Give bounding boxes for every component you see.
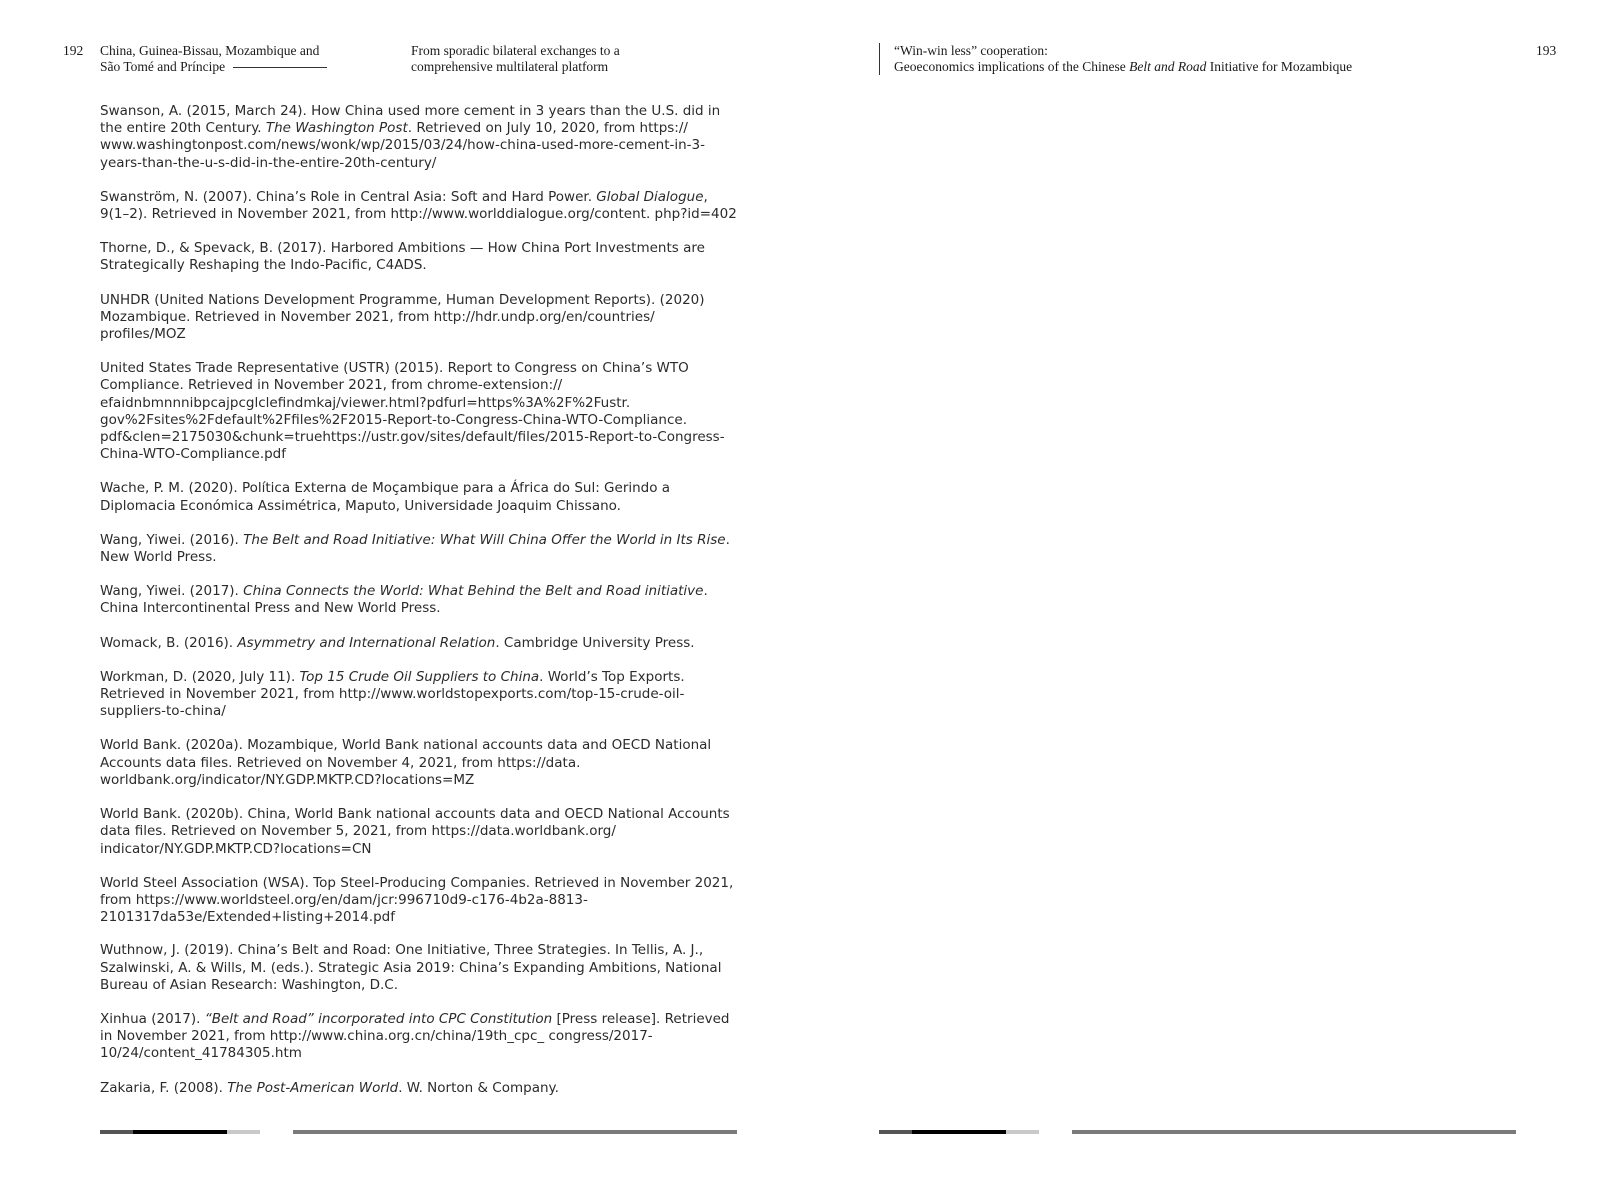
reference-entry: United States Trade Representative (USTR) (2015). Report to Congress on China’s WTO Compliance. Retrieved in November 2021, from chrome-extension:// efaidnbmnnnibpcajpcglclefindmkaj/viewer.html?pdfurl=https%3A%2F%2Fustr. gov%2Fsites%2Fdefault%2Ffiles%2F2015-Report-to-Congress-China-WTO-Compliance. pdf&clen=2175030&chunk=truehttps://ustr.gov/sites/default/files/2015-Report-to-Congress-China-WTO-Compliance.pdf — [100, 360, 725, 463]
reference-entry: World Bank. (2020a). Mozambique, World Bank national accounts data and OECD National Accounts data files. Retrieved on November 4, 2021, from https://data. worldbank.org/indicator/NY.GDP.MKTP.CD?locations=MZ — [100, 737, 712, 788]
page-number-left: 192 — [63, 43, 84, 58]
reference-entry: Swanson, A. (2015, March 24). How China used more cement in 3 years than the U.S. did in the entire 20th Century. The Washington Post. Retrieved on July 10, 2020, from https:// www.washingtonpost.com/news/wonk/wp/2015/03/24/how-china-used-more-cement-in-3-years-than-the-u-s-did-in-the-entire-20th-century/ — [100, 103, 721, 171]
reference-entry: Swanström, N. (2007). China’s Role in Central Asia: Soft and Hard Power. Global Dialogue, 9(1–2). Retrieved in November 2021, from http://www.worlddialogue.org/content. php?id=402 — [100, 188, 737, 223]
reference-entry: World Steel Association (WSA). Top Steel-Producing Companies. Retrieved in November 2021, from https://www.worldsteel.org/en/dam/jcr:996710d9-c176-4b2a-8813-2101317da53e/Extended+listing+2014.pdf — [100, 874, 734, 926]
reference-title: Top 15 Crude Oil Suppliers to China — [299, 668, 540, 685]
footer-rule-long — [1072, 1130, 1516, 1134]
page-number-right: 193 — [1536, 43, 1557, 58]
reference-entry: Wang, Yiwei. (2017). China Connects the World: What Behind the Belt and Road initiative. China Intercontinental Press and New World Press. — [100, 583, 708, 617]
reference-entry: World Bank. (2020b). China, World Bank national accounts data and OECD National Accounts data files. Retrieved on November 5, 2021, from https://data.worldbank.org/ indicator/NY.GDP.MKTP.CD?locations=CN — [100, 806, 730, 857]
running-head-chapter-title — [879, 43, 1514, 75]
running-head-part-line2: comprehensive multilateral platform — [411, 59, 609, 74]
running-head-part-line1: From sporadic bilateral exchanges to a — [411, 43, 620, 58]
reference-entry: Womack, B. (2016). Asymmetry and International Relation. Cambridge University Press. — [100, 634, 695, 651]
running-head-book-line2: São Tomé and Príncipe — [100, 59, 226, 74]
reference-title: The Washington Post — [265, 120, 408, 137]
right-page — [800, 0, 1600, 1200]
reference-title: Asymmetry and International Relation — [237, 634, 496, 651]
running-head-chapter-line1: “Win-win less” cooperation: — [894, 43, 1048, 58]
reference-entry: Wuthnow, J. (2019). China’s Belt and Road: One Initiative, Three Strategies. In Tellis, A. J., Szalwinski, A. & Wills, M. (eds.). Strategic Asia 2019: China’s Expanding Ambitions, National Bureau of Asian Research: Washington, D.C. — [100, 942, 722, 993]
footer-rule-segment-dark — [912, 1130, 1006, 1134]
footer-rule-long — [293, 1130, 737, 1134]
footer-rule-segment-mid — [100, 1130, 133, 1134]
reference-entry: Xinhua (2017). “Belt and Road” incorporated into CPC Constitution [Press release]. Retrieved in November 2021, from http://www.china.org.cn/china/19th_cpc_ congress/2017-10/24/content_41784305.htm — [100, 1010, 730, 1062]
reference-entry: Wache, P. M. (2020). Política Externa de Moçambique para a África do Sul: Gerindo a Diplomacia Económica Assimétrica, Maputo, Universidade Joaquim Chissano. — [100, 480, 671, 514]
footer-rule-segment-light — [1006, 1130, 1039, 1134]
footer-rule-segment-light — [227, 1130, 260, 1134]
reference-title: The Post-American World — [227, 1079, 399, 1096]
reference-title: “Belt and Road” incorporated into CPC Constitution — [204, 1010, 553, 1027]
reference-entry: UNHDR (United Nations Development Programme, Human Development Reports). (2020) Mozambique. Retrieved in November 2021, from http://hdr.undp.org/en/countries/ profiles/MOZ — [100, 291, 705, 343]
reference-list — [100, 103, 740, 1114]
running-head-book-line1: China, Guinea-Bissau, Mozambique and — [100, 43, 320, 58]
header-rule — [233, 67, 327, 68]
running-head-chapter-line2: Geoeconomics implications of the Chinese Belt and Road Initiative for Mozambique — [894, 59, 1353, 74]
running-head-book-title — [100, 43, 360, 75]
reference-title: Global Dialogue — [596, 188, 704, 205]
reference-entry: Zakaria, F. (2008). The Post-American World. W. Norton & Company. — [100, 1079, 559, 1096]
reference-entry: Wang, Yiwei. (2016). The Belt and Road Initiative: What Will China Offer the World in Its Rise. New World Press. — [100, 531, 730, 566]
reference-title: China Connects the World: What Behind the Belt and Road initiative — [243, 583, 704, 600]
reference-title: The Belt and Road Initiative: What Will China Offer the World in Its Rise — [243, 531, 726, 548]
footer-rule-segment-mid — [879, 1130, 912, 1134]
reference-entry: Thorne, D., & Spevack, B. (2017). Harbored Ambitions — How China Port Investments are Strategically Reshaping the Indo-Pacific, C4ADS. — [100, 240, 705, 274]
running-head-part-title — [411, 43, 711, 75]
footer-rule-segment-dark — [133, 1130, 227, 1134]
reference-entry: Workman, D. (2020, July 11). Top 15 Crude Oil Suppliers to China. World’s Top Exports. Retrieved in November 2021, from http://www.worldstopexports.com/top-15-crude-oil-suppliers-to-china/ — [100, 668, 685, 720]
